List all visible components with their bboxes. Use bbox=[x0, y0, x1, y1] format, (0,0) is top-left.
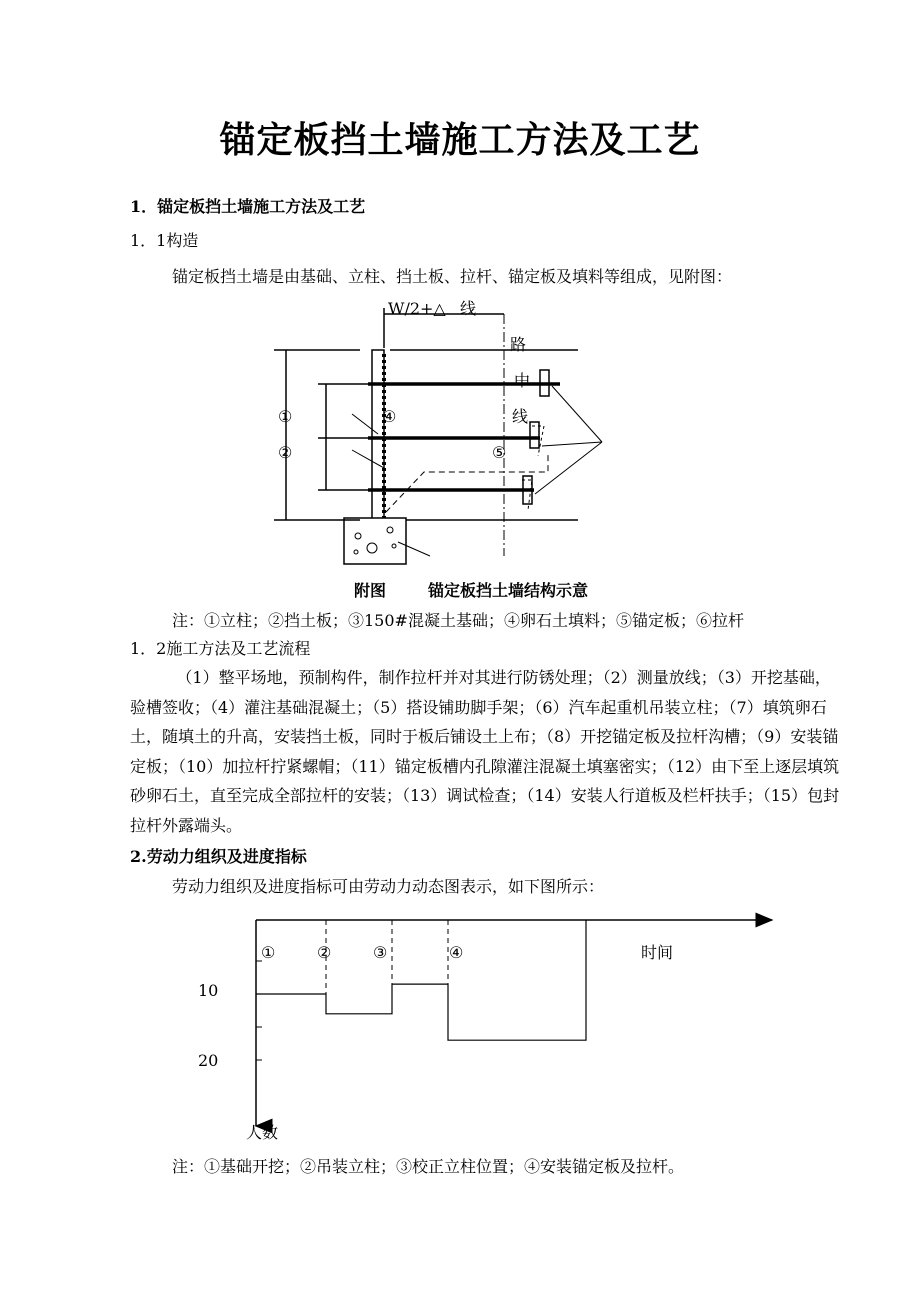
phase-label-4: ④ bbox=[449, 943, 464, 962]
foundation bbox=[344, 518, 406, 564]
phase-label-1: ① bbox=[261, 943, 276, 962]
section-1-2-heading: 1．2施工方法及工艺流程 bbox=[130, 639, 311, 658]
phase-label-3: ③ bbox=[373, 943, 388, 962]
figure-note: 注：①立柱；②挡土板；③150#混凝土基础；④卵石土填料；⑤锚定板；⑥拉杆 bbox=[172, 611, 744, 630]
y-tick-10: 10 bbox=[198, 981, 219, 1000]
section-2-text: 劳动力组织及进度指标可由劳动力动态图表示，如下图所示： bbox=[172, 877, 605, 896]
center-label: 中 bbox=[514, 371, 531, 390]
figure-caption-prefix: 附图 bbox=[354, 581, 387, 600]
road-label: 路 bbox=[510, 335, 527, 354]
leader-1 bbox=[552, 386, 602, 442]
y-axis-label: 人数 bbox=[246, 1123, 279, 1142]
leader-2 bbox=[542, 442, 602, 446]
x-axis-label: 时间 bbox=[641, 943, 674, 962]
page-title: 锚定板挡土墙施工方法及工艺 bbox=[219, 119, 701, 161]
retaining-wall-diagram bbox=[260, 294, 620, 574]
section-1-heading: 1．锚定板挡土墙施工方法及工艺 bbox=[130, 197, 366, 216]
section-1-1-heading: 1．1构造 bbox=[130, 231, 199, 250]
line-label-2: 线 bbox=[512, 407, 529, 426]
phase-label-2: ② bbox=[317, 943, 332, 962]
line-label: 线 bbox=[460, 299, 477, 318]
section-2-heading: 2.劳动力组织及进度指标 bbox=[130, 847, 307, 866]
chart-note: 注：①基础开挖；②吊装立柱；③校正立柱位置；④安装锚定板及拉杆。 bbox=[172, 1157, 685, 1176]
y-tick-20: 20 bbox=[198, 1051, 219, 1070]
marker-4: ④ bbox=[382, 407, 397, 426]
leader-3 bbox=[535, 442, 602, 494]
marker-1: ① bbox=[278, 407, 293, 426]
figure-caption: 锚定板挡土墙结构示意 bbox=[428, 581, 589, 600]
section-1-2-text: （1）整平场地，预制构件，制作拉杆并对其进行防锈处理；（2）测量放线；（3）开挖基础，验槽签收；（4）灌注基础混凝土；（5）搭设铺助脚手架；（6）汽车起重机吊装立柱；（7）填筑卵石土，随填土的升高，安装挡土板，同时于板后铺设土上布；（8）开挖锚定板及拉杆沟槽；（9）安装锚定板；（10）加拉杆拧紧螺帽；（11）锚定板槽内孔隙灌注混凝土填塞密实；（12）由下至上逐层填筑砂卵石土，直至完成全部拉杆的安装；（13）调试检查；（14）安装人行道板及栏杆扶手；（15）包封拉杆外露端头。 bbox=[130, 668, 840, 835]
section-1-1-text: 锚定板挡土墙是由基础、立柱、挡土板、拉杆、锚定板及填料等组成，见附图： bbox=[172, 267, 733, 286]
labor-series-line bbox=[256, 920, 586, 1040]
labor-chart bbox=[180, 906, 780, 1146]
marker-2: ② bbox=[278, 443, 293, 462]
width-label: W/2+△ bbox=[388, 299, 446, 318]
marker-5: ⑤ bbox=[492, 443, 507, 462]
